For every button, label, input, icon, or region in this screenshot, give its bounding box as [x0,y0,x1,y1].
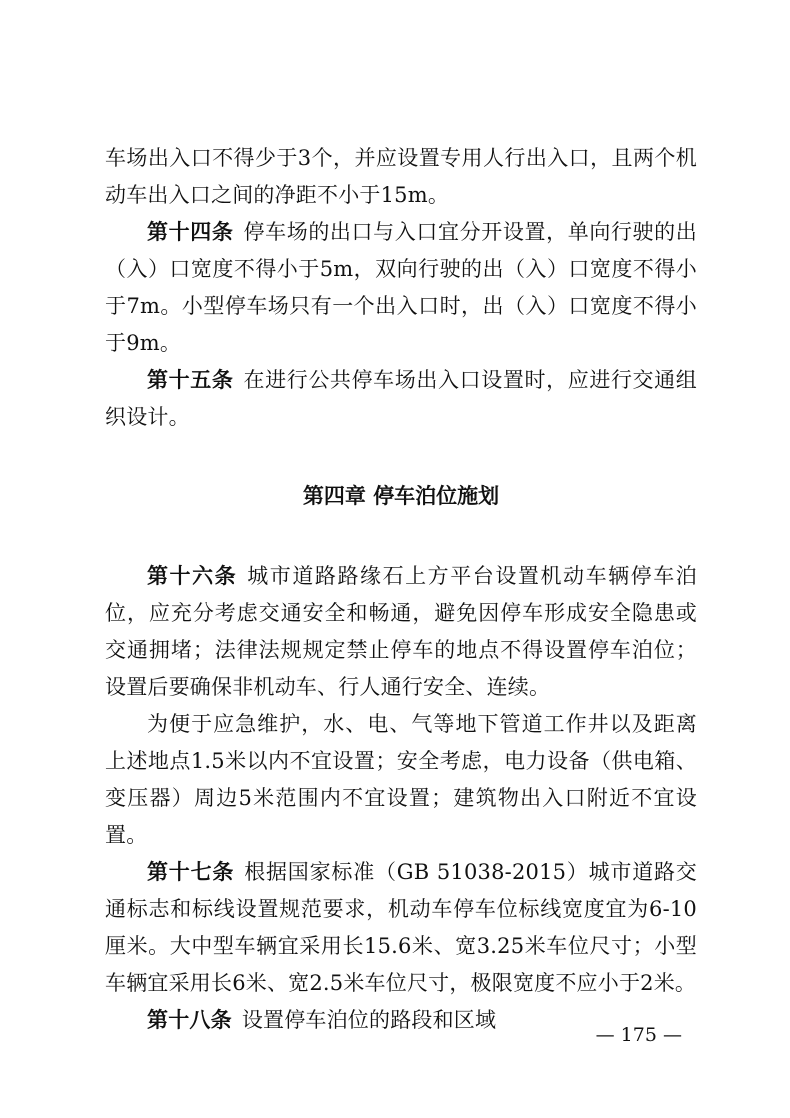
article-label: 第十七条 [147,860,235,884]
article-14 [105,214,697,362]
page-body [105,140,697,1039]
article-17 [105,854,697,1002]
paragraph-text: 为便于应急维护，水、电、气等地下管道工作井以及距离上述地点1.5米以内不宜设置；安全考虑，电力设备（供电箱、变压器）周边5米范围内不宜设置；建筑物出入口附近不宜设置。 [105,712,697,847]
chapter-title: 第四章 停车泊位施划 [302,484,500,508]
paragraph-continuation [105,140,697,214]
article-text: 设置停车泊位的路段和区域 [241,1008,497,1032]
article-label: 第十五条 [147,368,234,392]
article-text: 在进行公共停车场出入口设置时，应进行交通组织设计。 [105,368,697,429]
page-number: — 175 — [595,1024,682,1046]
article-label: 第十四条 [147,220,234,244]
article-label: 第十六条 [147,564,238,588]
article-16 [105,558,697,706]
article-label: 第十八条 [147,1008,232,1032]
article-16-continued [105,706,697,854]
article-text: 城市道路路缘石上方平台设置机动车辆停车泊位，应充分考虑交通安全和畅通，避免因停车形成安全隐患或交通拥堵；法律法规规定禁止停车的地点不得设置停车泊位；设置后要确保非机动车、行人通行安全、连续。 [105,564,697,699]
article-text: 根据国家标准（GB 51038-2015）城市道路交通标志和标线设置规范要求，机动车停车位标线宽度宜为6-10厘米。大中型车辆宜采用长15.6米、宽3.25米车位尺寸；小型车辆宜采用长6米、宽2.5米车位尺寸，极限宽度不应小于2米。 [105,860,697,995]
paragraph-text: 车场出入口不得少于3个，并应设置专用人行出入口，且两个机动车出入口之间的净距不小于15m。 [105,146,697,207]
article-text: 停车场的出口与入口宜分开设置，单向行驶的出（入）口宽度不得小于5m，双向行驶的出（入）口宽度不得小于7m。小型停车场只有一个出入口时，出（入）口宽度不得小于9m。 [105,220,697,355]
article-15 [105,362,697,436]
